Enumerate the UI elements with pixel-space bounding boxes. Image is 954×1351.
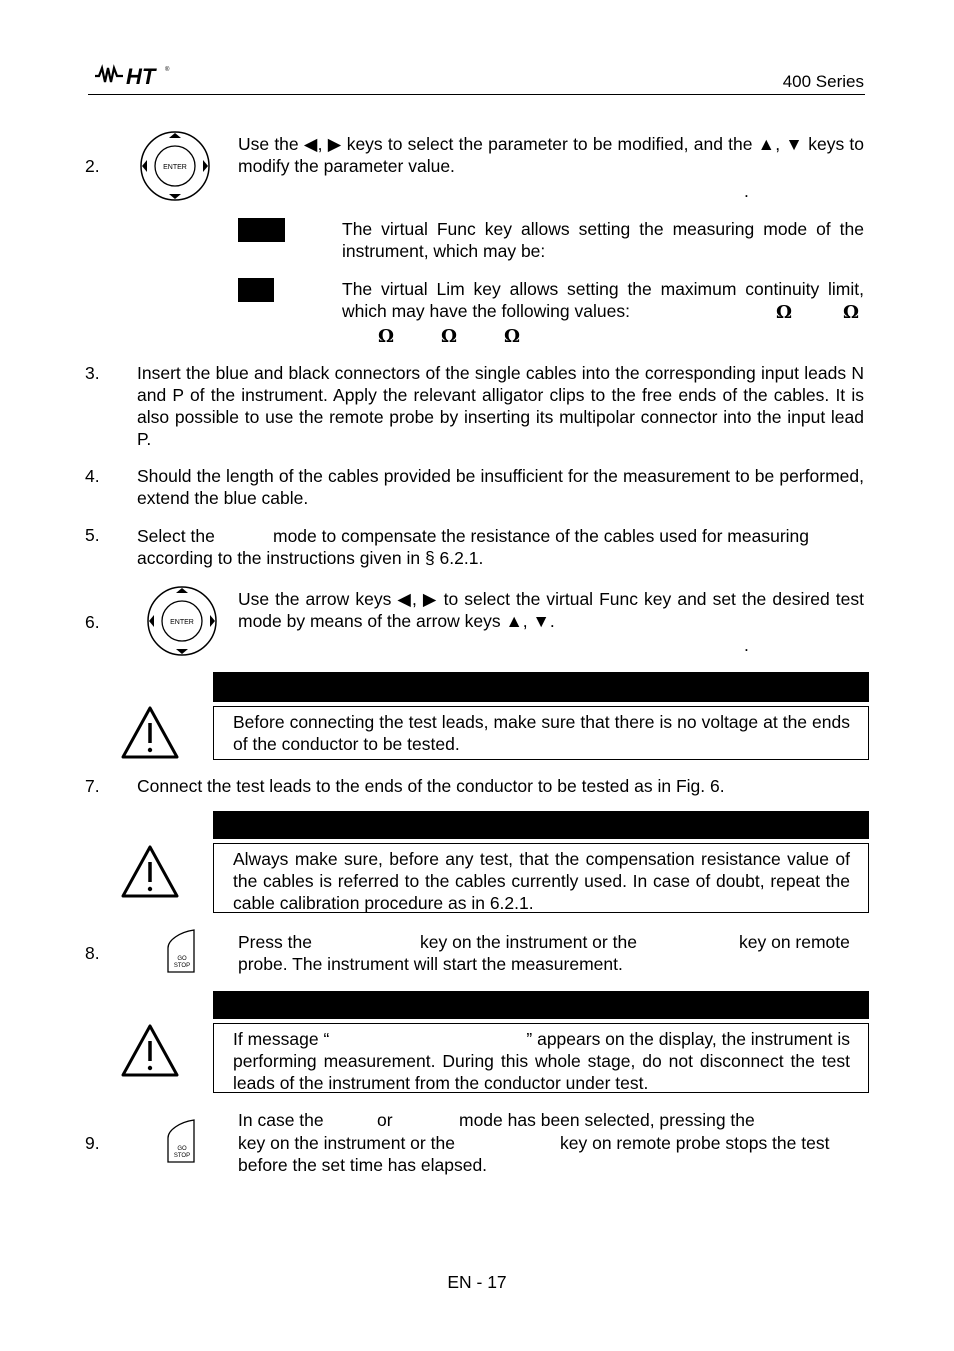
go-stop-key-icon: [164, 1118, 200, 1166]
step-number: 8.: [85, 943, 100, 963]
step2-dot: .: [744, 181, 749, 201]
step8-text: Press the: [238, 932, 312, 952]
series-label: 400 Series: [782, 72, 864, 91]
warning-box: [213, 706, 869, 760]
omega-symbol: Ω: [441, 326, 458, 347]
header-rule: [88, 94, 865, 95]
warning-text: Before connecting the test leads, make sure that there is no voltage at the ends of the conductor to be tested.: [233, 712, 850, 754]
warning-box: [213, 1023, 869, 1093]
step-number: 4.: [85, 466, 100, 486]
omega-symbol: Ω: [504, 326, 521, 347]
brand-logo: [93, 62, 173, 88]
step-number: 5.: [85, 525, 100, 545]
svg-text:GO: GO: [177, 1146, 187, 1152]
warning-icon: [120, 705, 180, 760]
step-number: 7.: [85, 776, 100, 796]
step4-text: Should the length of the cables provided be insufficient for the measurement to be performed, extend the blue cable.: [137, 466, 864, 508]
step9-text: mode has been selected, pressing the: [459, 1110, 755, 1130]
omega-symbol: Ω: [843, 302, 860, 323]
warning-text: Always make sure, before any test, that the compensation resistance value of the cables is referred to the cables currently used. In case of doubt, repeat the cable calibration procedure as in 6.2.1.: [233, 849, 850, 913]
step2-text: Use the ◀, ▶ keys to select the parameter to be modified, and the ▲, ▼ keys to modify the parameter value.: [238, 134, 864, 176]
step3-text: Insert the blue and black connectors of the single cables into the corresponding input leads N and P of the instrument. Apply the relevant alligator clips to the free ends of the cables. It is also possible to use the remote probe by inserting its multipolar connector into the input lead P.: [137, 363, 864, 449]
omega-symbol: Ω: [776, 302, 793, 323]
omega-symbol: Ω: [378, 326, 395, 347]
step8-text: key on remote: [739, 932, 850, 952]
step9-text: In case the: [238, 1110, 324, 1130]
step9-text: or: [377, 1110, 393, 1130]
page-number: EN - 17: [447, 1272, 507, 1292]
svg-text:STOP: STOP: [173, 963, 191, 969]
step6-dot: .: [744, 635, 749, 655]
step-number: 6.: [85, 612, 100, 632]
func-description: The virtual Func key allows setting the measuring mode of the instrument, which may be:: [342, 219, 864, 261]
enter-keypad-icon: [145, 585, 219, 657]
step5-text-a: Select the: [137, 526, 215, 546]
step5-text-b: mode to compensate the resistance of the cables used for measuring: [273, 526, 809, 546]
warning-icon: [120, 1023, 180, 1078]
step9-text: key on remote probe stops the test: [560, 1133, 830, 1153]
warning-header-bar: [213, 991, 869, 1019]
go-stop-key-icon: [164, 928, 200, 976]
svg-text:STOP: STOP: [173, 1153, 191, 1159]
warning-text: performing measurement. During this whole stage, do not disconnect the test leads of the instrument from the conductor under test.: [233, 1051, 850, 1093]
warning-header-bar: [213, 672, 869, 702]
svg-text:®: ®: [165, 67, 170, 73]
step8-text: key on the instrument or the: [420, 932, 637, 952]
step9-text: key on the instrument or the: [238, 1133, 455, 1153]
lim-description: The virtual Lim key allows setting the maximum continuity limit, which may have the following values:: [342, 279, 864, 321]
svg-text:ENTER: ENTER: [163, 164, 187, 171]
step9-text: before the set time has elapsed.: [238, 1155, 488, 1175]
warning-text: If message “: [233, 1029, 330, 1049]
step7-text: Connect the test leads to the ends of the conductor to be tested as in Fig. 6.: [137, 776, 725, 796]
step-number: 2.: [85, 156, 100, 176]
step-number: 3.: [85, 363, 100, 383]
lim-virtual-key: [238, 278, 274, 302]
func-virtual-key: [238, 218, 285, 242]
logo-text: HT: [126, 64, 156, 88]
step5-text-c: according to the instructions given in § 6.2.1.: [137, 548, 484, 568]
step-number: 9.: [85, 1133, 100, 1153]
step8-text: probe. The instrument will start the measurement.: [238, 954, 623, 974]
warning-header-bar: [213, 811, 869, 839]
warning-box: [213, 843, 869, 913]
step6-text: Use the arrow keys ◀, ▶ to select the virtual Func key and set the desired test mode by means of the arrow keys ▲, ▼.: [238, 589, 864, 631]
enter-keypad-icon: [138, 130, 212, 202]
warning-text: ” appears on the display, the instrument is: [526, 1029, 850, 1049]
svg-text:GO: GO: [177, 956, 187, 962]
svg-text:ENTER: ENTER: [170, 619, 194, 626]
warning-icon: [120, 844, 180, 899]
